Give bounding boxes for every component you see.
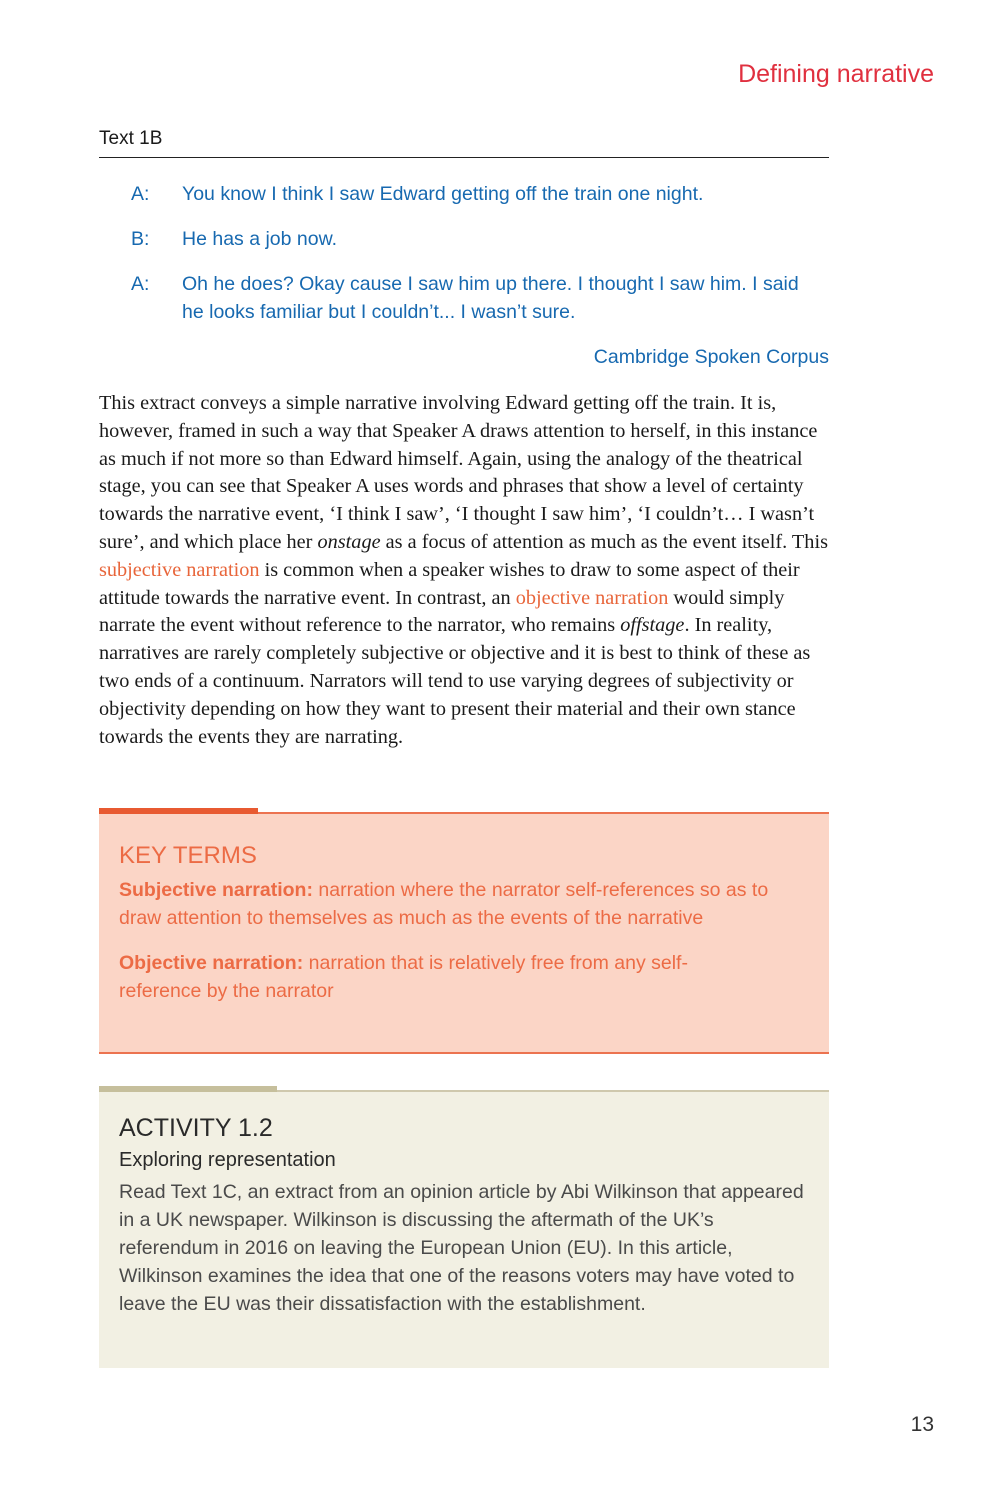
running-head: Defining narrative <box>738 60 934 88</box>
emphasis-onstage: onstage <box>317 530 381 553</box>
dialogue-line <box>131 225 829 253</box>
activity-box <box>99 1090 829 1368</box>
key-term-definition <box>119 949 769 1005</box>
speaker-label: A: <box>131 183 150 205</box>
body-text-segment: This extract conveys a simple narrative involving Edward getting off the train. It is, however, framed in such a way that Speaker A draws attention to herself, in this instance as much if not more so than Edward himself. Again, using the analogy of the theatrical stage, you can see that Speaker A uses words and phrases that show a level of certainty towards the narrative event, ‘I think I saw’, ‘I thought I saw him’, ‘I couldn’t… I wasn’t sure’, and which place her <box>99 392 818 553</box>
dialogue-line <box>131 180 829 208</box>
text-label: Text 1B <box>99 128 829 158</box>
activity-accent-bar <box>99 1086 277 1092</box>
body-text-segment: is common when a speaker wishes to draw to some aspect of their attitude towards the narrative event. In contrast, an <box>99 558 800 609</box>
page-number: 13 <box>910 1413 934 1436</box>
source-attribution: Cambridge Spoken Corpus <box>593 346 829 368</box>
dialogue-transcript <box>131 180 829 371</box>
body-text-segment: would simply narrate the event without reference to the narrator, who remains <box>99 586 785 637</box>
key-term-name: Subjective narration: <box>119 879 313 901</box>
key-terms-box <box>99 812 829 1054</box>
body-text-segment: as a focus of attention as much as the event itself. This <box>380 530 828 553</box>
key-terms-heading: KEY TERMS <box>119 842 257 869</box>
body-paragraph <box>99 390 834 751</box>
key-term-definition <box>119 876 769 932</box>
speaker-label: A: <box>131 273 150 295</box>
key-term-link-objective: objective narration <box>515 586 669 609</box>
speaker-label: B: <box>131 228 150 250</box>
activity-title: ACTIVITY 1.2 <box>119 1114 273 1142</box>
activity-body: Read Text 1C, an extract from an opinion article by Abi Wilkinson that appeared in a UK newspaper. Wilkinson is discussing the aftermath of the UK’s referendum in 2016 on leaving the European Union (EU). In this article, Wilkinson examines the idea that one of the reasons voters may have voted to leave the EU was their dissatisfaction with the establishment. <box>119 1181 804 1315</box>
emphasis-offstage: offstage <box>620 614 685 637</box>
utterance: You know I think I saw Edward getting off the train one night. <box>182 183 704 205</box>
key-term-text: narration that is relatively free from any self-reference by the narrator <box>119 952 688 1002</box>
key-terms-accent-bar <box>99 808 258 814</box>
dialogue-line <box>131 270 829 326</box>
key-term-name: Objective narration: <box>119 952 304 974</box>
key-term-text: narration where the narrator self-references so as to draw attention to themselves as much as the events of the narrative <box>119 879 769 929</box>
key-term-link-subjective: subjective narration <box>99 558 260 581</box>
utterance: He has a job now. <box>182 228 338 250</box>
body-text-segment: . In reality, narratives are rarely completely subjective or objective and it is best to think of these as two ends of a continuum. Narrators will tend to use varying degrees of subjectivity or objectivity depending on how they want to present their material and their own stance towards the events they are narrating. <box>99 614 811 748</box>
activity-subtitle: Exploring representation <box>119 1149 336 1171</box>
utterance: Oh he does? Okay cause I saw him up there. I thought I saw him. I said he looks familiar but I couldn’t... I wasn’t sure. <box>182 273 799 323</box>
